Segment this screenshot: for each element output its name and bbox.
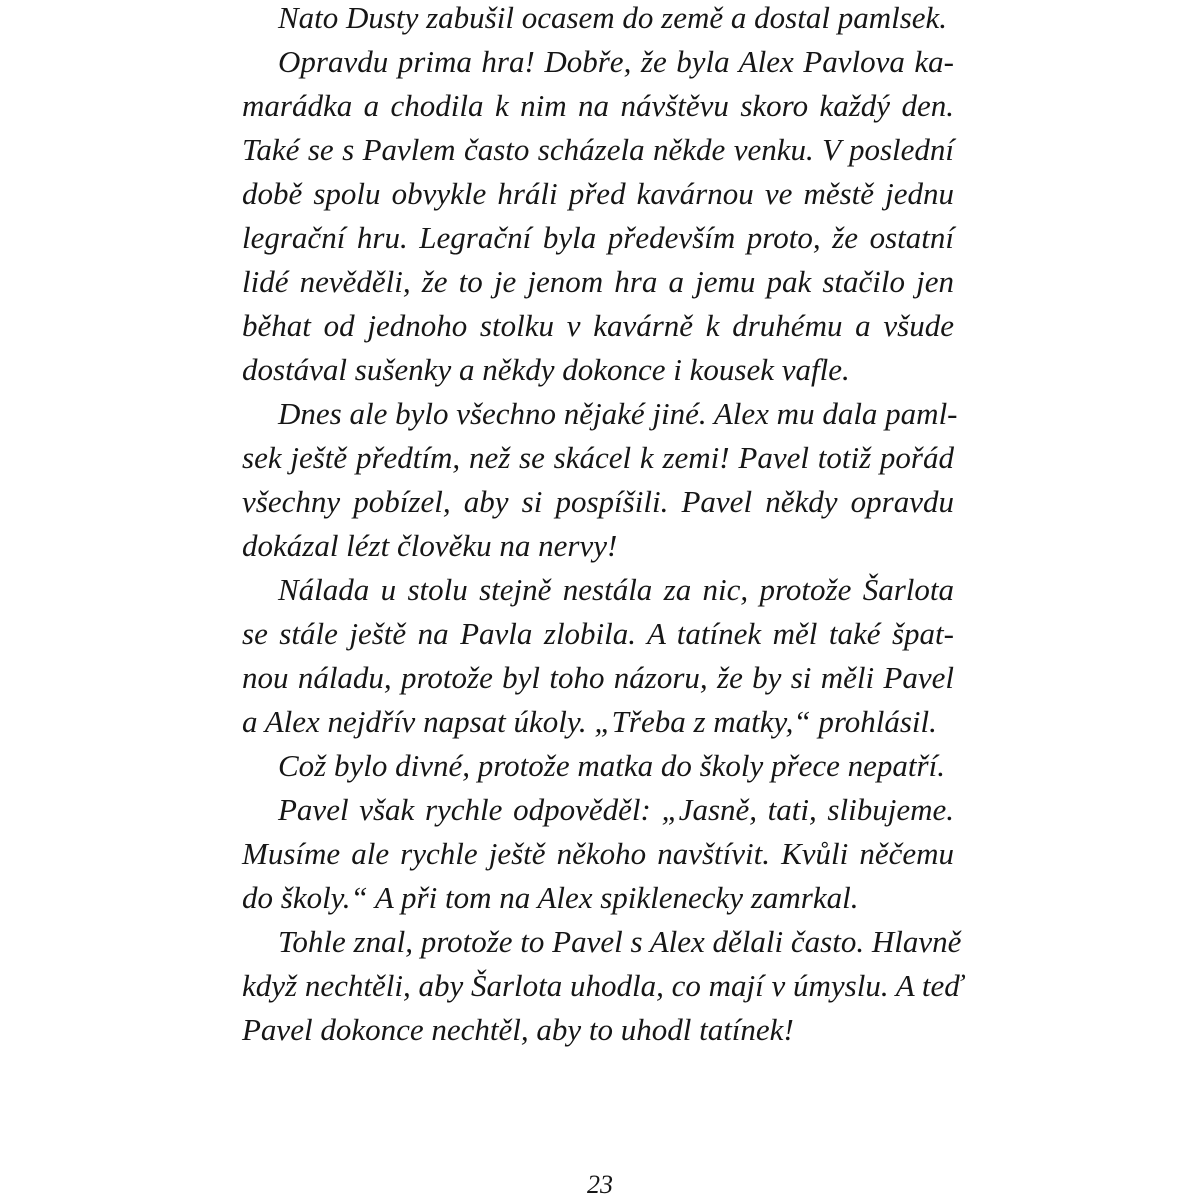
text-line: Také se s Pavlem často scházela někde venku. V poslední [242, 132, 954, 167]
text-line: se stále ještě na Pavla zlobila. A tatínek měl také špat- [242, 616, 954, 651]
text-line: legrační hru. Legrační byla především proto, že ostatní [242, 220, 954, 255]
text-line: Dnes ale bylo všechno nějaké jiné. Alex mu dala paml- [278, 396, 958, 431]
text-line: všechny pobízel, aby si pospíšili. Pavel někdy opravdu [242, 484, 954, 519]
text-line: Pavel dokonce nechtěl, aby to uhodl tatínek! [242, 1012, 794, 1047]
text-line: Opravdu prima hra! Dobře, že byla Alex Pavlova ka- [278, 44, 954, 79]
page-number: 23 [587, 1170, 613, 1199]
text-line: běhat od jednoho stolku v kavárně k druhému a všude [242, 308, 954, 343]
text-line: nou náladu, protože byl toho názoru, že by si měli Pavel [242, 660, 954, 695]
text-line: do školy.“ A při tom na Alex spiklenecky zamrkal. [242, 880, 859, 915]
text-line: době spolu obvykle hráli před kavárnou ve městě jednu [242, 176, 954, 211]
text-line: Nato Dusty zabušil ocasem do země a dostal pamlsek. [278, 0, 948, 35]
text-line: sek ještě předtím, než se skácel k zemi! Pavel totiž pořád [242, 440, 954, 475]
text-line: marádka a chodila k nim na návštěvu skoro každý den. [242, 88, 954, 123]
text-line: když nechtěli, aby Šarlota uhodla, co mají v úmyslu. A teď [242, 968, 964, 1003]
text-line: Pavel však rychle odpověděl: „Jasně, tati, slibujeme. [278, 792, 954, 827]
text-line: dokázal lézt člověku na nervy! [242, 528, 618, 563]
text-line: a Alex nejdřív napsat úkoly. „Třeba z matky,“ prohlásil. [242, 704, 937, 739]
text-line: Což bylo divné, protože matka do školy přece nepatří. [278, 748, 945, 783]
text-line: dostával sušenky a někdy dokonce i kousek vafle. [242, 352, 850, 387]
text-line: lidé nevěděli, že to je jenom hra a jemu pak stačilo jen [242, 264, 954, 299]
text-line: Nálada u stolu stejně nestála za nic, protože Šarlota [278, 572, 954, 607]
text-line: Tohle znal, protože to Pavel s Alex dělali často. Hlavně [278, 924, 962, 959]
text-line: Musíme ale rychle ještě někoho navštívit. Kvůli něčemu [242, 836, 954, 871]
